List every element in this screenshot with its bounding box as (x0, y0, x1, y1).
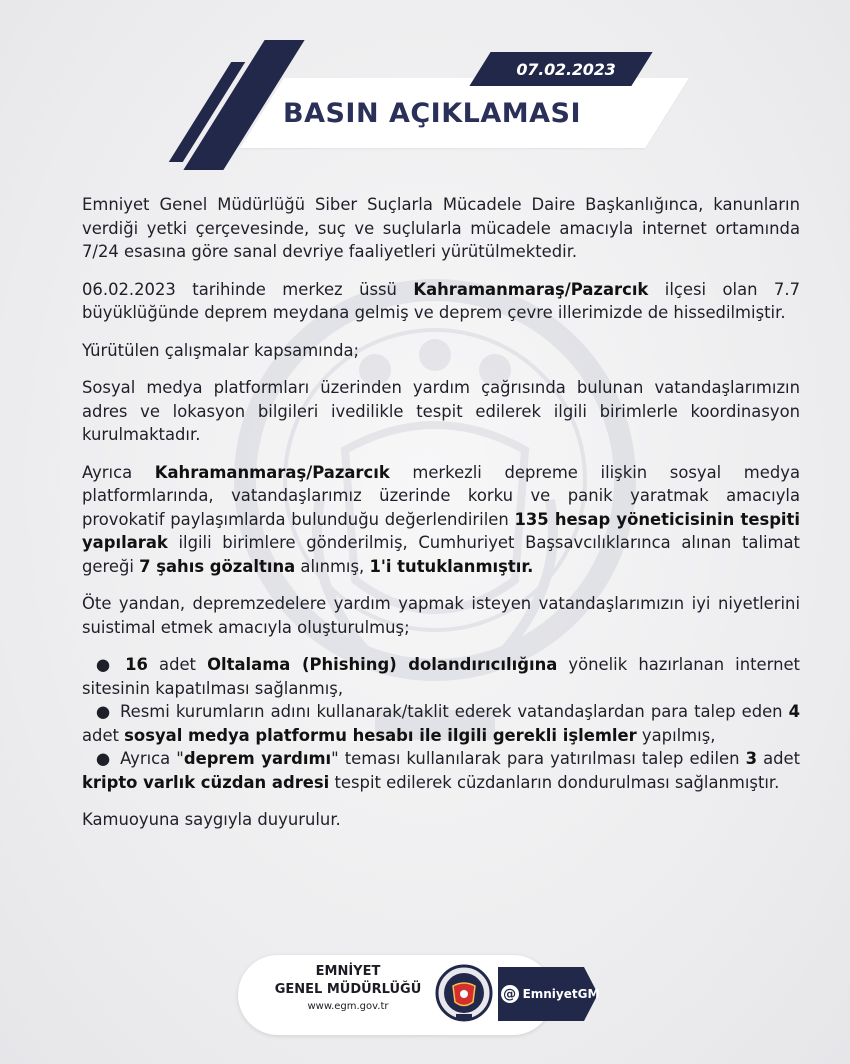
arrest-highlight: 1'i tutuklanmıştır. (369, 556, 534, 576)
org-line-2: GENEL MÜDÜRLÜĞÜ (274, 982, 422, 997)
list-item: ● 16 adet Oltalama (Phishing) dolandırıcılığına yönelik hazırlanan internet sitesinin kapatılması sağlanmış, (82, 655, 800, 698)
paragraph-social-media: Sosyal medya platformları üzerinden yardım çağrısında bulunan vatandaşlarımızın adres ve lokasyon bilgileri ivedilikle tespit edilerek ilgili birimlerle koordinasyon kurulmaktadır. (82, 378, 800, 444)
list-item: ● Ayrıca "deprem yardımı" teması kullanılarak para yatırılması talep edilen 3 adet kripto varlık cüzdan adresi tespit edilerek cüzdanların dondurulması sağlanmıştır. (82, 749, 801, 792)
paragraph-fraud-intro: Öte yandan, depremzedelere yardım yapmak isteyen vatandaşlarımızın iyi niyetlerini suistimal etmek amacıyla oluşturulmuş; (82, 594, 800, 637)
paragraph-intro: Emniyet Genel Müdürlüğü Siber Suçlarla Mücadele Daire Başkanlığınca, kanunların verdiği yetki çerçevesinde, suç ve suçlularla mücadele amacıyla internet ortamında 7/24 esasına göre sanal devriye faaliyetleri yürütülmektedir. (82, 195, 800, 261)
location-highlight: Kahramanmaraş/Pazarcık (154, 462, 390, 482)
press-date: 07.02.2023 (516, 59, 616, 79)
fraud-actions-list (82, 653, 800, 794)
footer-organization (268, 963, 428, 1015)
accounts-highlight: 135 hesap yöneticisinin tespiti yapılarak (82, 509, 801, 552)
page-title: BASIN AÇIKLAMASI (283, 97, 581, 129)
paragraph-earthquake: 06.02.2023 tarihinde merkez üssü Kahramanmaraş/Pazarcık ilçesi olan 7.7 büyüklüğünde deprem meydana gelmiş ve deprem çevre illerimizde de hissedilmiştir. (82, 279, 800, 322)
website-link[interactable]: www.egm.gov.tr (307, 1001, 389, 1012)
header-banner (0, 0, 850, 175)
closing-line: Kamuoyuna saygıyla duyurulur. (82, 810, 341, 829)
paragraph-scope: Yürütülen çalışmalar kapsamında; (82, 340, 360, 360)
bullet-icon: ● (95, 749, 111, 768)
custody-highlight: 7 şahıs gözaltına (139, 556, 296, 576)
police-emblem-icon (430, 960, 498, 1030)
social-handle-link[interactable] (500, 967, 600, 1021)
at-icon: @ (501, 985, 519, 1003)
org-line-1: EMNİYET (315, 964, 381, 979)
footer-signature (0, 945, 850, 1045)
paragraph-provocative: Ayrıca Kahramanmaraş/Pazarcık merkezli depreme ilişkin sosyal medya platformlarında, vatandaşlarımız üzerinde korku ve panik yaratmak amacıyla provokatif paylaşımlarda bulunduğu değerlendirilen 135 hesap yöneticisinin tespiti yapılarak ilgili birimlere gönderilmiş, Cumhuriyet Başsavcılıklarınca alınan talimat gereği 7 şahıs gözaltına alınmış, 1'i tutuklanmıştır. (82, 462, 801, 576)
location-highlight: Kahramanmaraş/Pazarcık (413, 279, 649, 299)
social-handle: EmniyetGM (522, 987, 600, 1001)
bullet-icon: ● (95, 655, 111, 674)
press-release-body (82, 193, 800, 846)
bullet-icon: ● (95, 702, 111, 721)
list-item: ● Resmi kurumların adını kullanarak/taklit ederek vatandaşlardan para talep eden 4 adet sosyal medya platformu hesabı ile ilgili gerekli işlemler yapılmış, (82, 702, 800, 745)
